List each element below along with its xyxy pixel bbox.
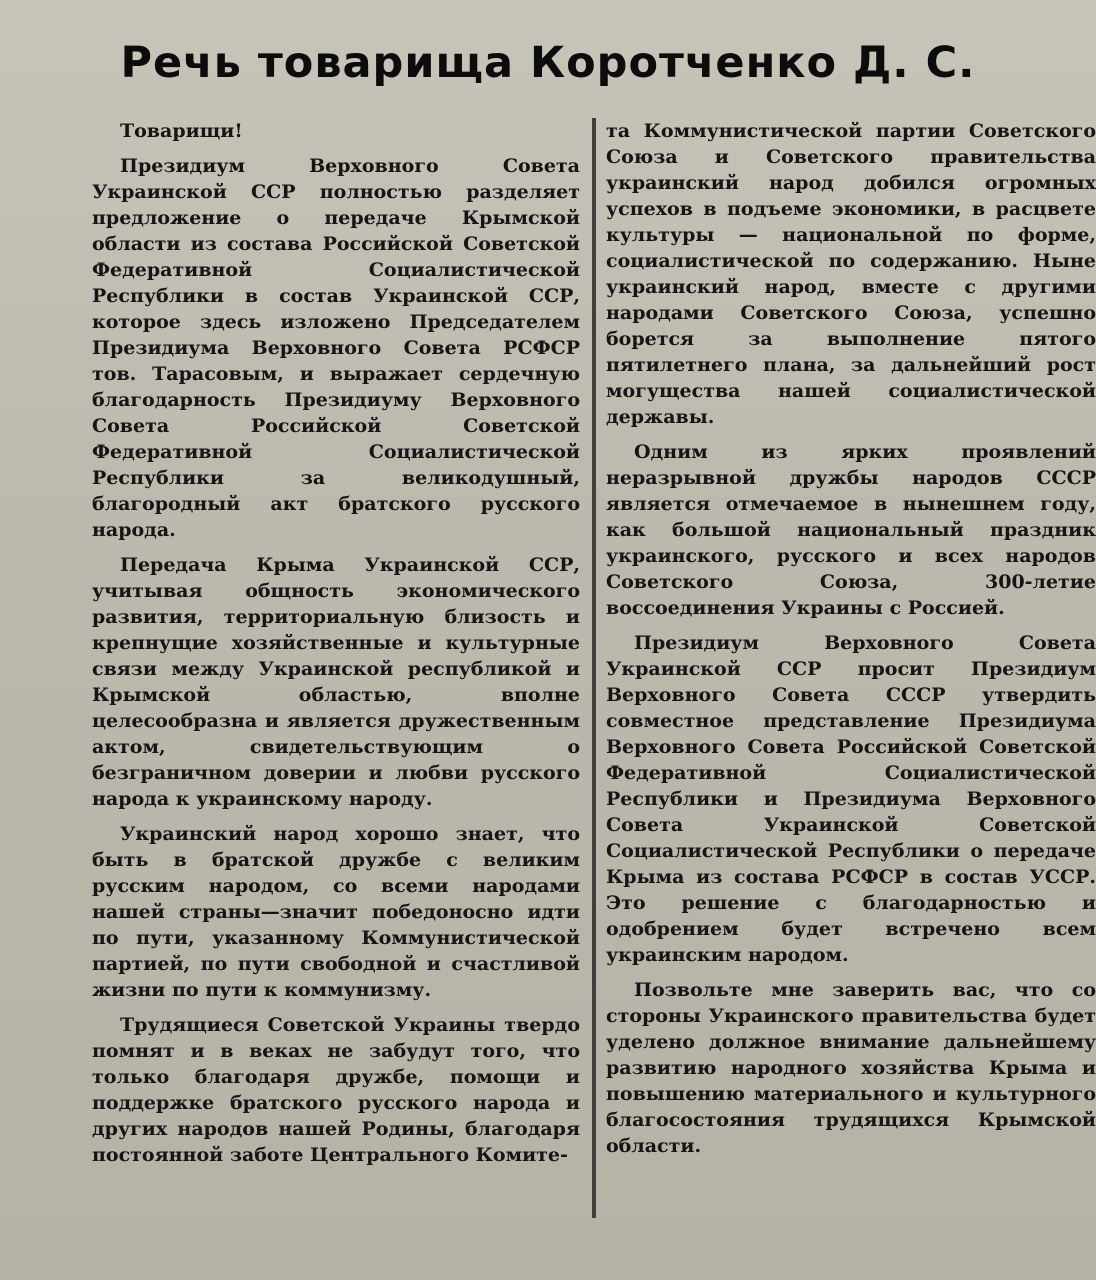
column-divider <box>592 118 596 1218</box>
paragraph: Позвольте мне заверить вас, что со стороны Украинского правительства будет уделено должное внимание дальнейшему развитию народного хозяйства Крыма и повышению материального и культурного благосостояния трудящихся Крымской области. <box>606 979 1096 1157</box>
article-title: Речь товарища Коротченко Д. С. <box>120 38 976 88</box>
paragraph: Одним из ярких проявлений неразрывной дружбы народов СССР является отмечаемое в нынешнем году, как большой национальный праздник украинского, русского и всех народов Советского Союза, 300-летие воссоединения Украины с Россией. <box>606 441 1096 619</box>
paragraph: Президиум Верховного Совета Украинской ССР полностью разделяет предложение о передаче Крымской области из состава Российской Советской Федеративной Социалистической Республики в состав Украинской ССР, которое здесь изложено Председателем Президиума Верховного Совета РСФСР тов. Тарасовым, и выражает сердечную благодарность Президиуму Верховного Совета Российской Советской Федеративной Социалистической Республики за великодушный, благородный акт братского русского народа. <box>92 155 580 541</box>
paragraph-continuation: та Коммунистической партии Советского Союза и Советского правительства украинский народ добился огромных успехов в подъеме экономики, в расцвете культуры — национальной по форме, социалистической по содержанию. Ныне украинский народ, вместе с другими народами Советского Союза, успешно борется за выполнение пятого пятилетнего плана, за дальнейший рост могущества нашей социалистической державы. <box>606 120 1096 428</box>
greeting: Товарищи! <box>120 120 243 142</box>
paragraph: Украинский народ хорошо знает, что быть в братской дружбе с великим русским народом, со всеми народами нашей страны—значит победоносно идти по пути, указанному Коммунистической партией, по пути свободной и счастливой жизни по пути к коммунизму. <box>92 823 580 1001</box>
paragraph: Президиум Верховного Совета Украинской ССР просит Президиум Верховного Совета СССР утвердить совместное представление Президиума Верховного Совета Российской Советской Федеративной Социалистической Республики и Президиума Верховного Совета Украинской Советской Социалистической Республики о передаче Крыма из состава РСФСР в состав УССР. Это решение с благодарностью и одобрением будет встречено всем украинским народом. <box>606 632 1096 966</box>
left-column <box>92 118 580 1168</box>
paragraph: Трудящиеся Советской Украины твердо помнят и в веках не забудут того, что только благодаря дружбе, помощи и поддержке братского русского народа и других народов нашей Родины, благодаря постоянной заботе Центрального Комите- <box>92 1014 580 1166</box>
right-column <box>606 118 1096 1159</box>
paragraph: Передача Крыма Украинской ССР, учитывая общность экономического развития, территориальную близость и крепнущие хозяйственные и культурные связи между Украинской республикой и Крымской областью, вполне целесообразна и является дружественным актом, свидетельствующим о безграничном доверии и любви русского народа к украинскому народу. <box>92 554 580 810</box>
